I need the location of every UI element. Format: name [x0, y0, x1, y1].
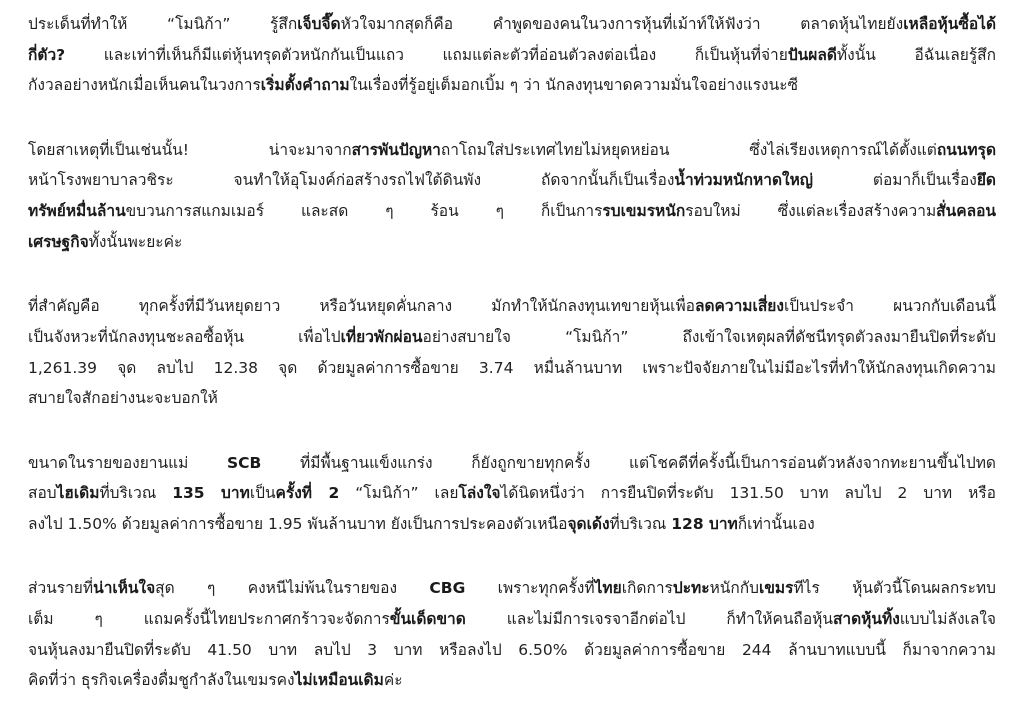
body-text: สอบ	[28, 484, 57, 503]
body-text: ขบวนการสแกมเมอร์ และสด ๆ ร้อน ๆ ก็เป็นการ	[125, 202, 603, 221]
emphasis-text: SCB	[226, 453, 262, 472]
body-text: ทั้งนั้น อีฉันเลยรู้สึก	[836, 45, 996, 64]
emphasis-text: ขั้นเด็ดขาด	[389, 609, 466, 628]
emphasis-text: จุดเด้ง	[567, 514, 610, 533]
body-text: เป็นจังหวะที่นักลงทุนชะลอซื้อหุ้น เพื่อไป	[28, 327, 341, 346]
body-text: ได้นิดหนึ่งว่า การยืนปิดที่ระดับ 131.50 บาท ลบไป 2 บาท หรือ	[500, 484, 996, 503]
emphasis-text: ไทย	[594, 579, 622, 598]
body-text: เต็ม ๆ แถมครั้งนี้ไทยประกาศกร้าวจะจัดการ	[28, 609, 390, 628]
body-text: ที่บริเวณ	[99, 484, 173, 503]
emphasis-text: CBG	[429, 579, 466, 598]
paragraph-line	[28, 9, 996, 39]
paragraph-line	[28, 165, 996, 195]
body-text: กังวลอย่างหนักเมื่อเห็นคนในวงการ	[28, 76, 261, 95]
paragraph-line	[28, 196, 996, 226]
body-text: ทั้งนั้นพะยะค่ะ	[88, 232, 183, 251]
body-text: ค่ะ	[383, 671, 403, 690]
paragraph-line	[28, 509, 996, 539]
body-text: คิดที่ว่า ธุรกิจเครื่องดื่มชูกำลังในเขมรคง	[28, 671, 295, 690]
body-text: ขนาดในรายของยานแม่	[28, 453, 227, 472]
paragraph-line	[28, 322, 996, 352]
emphasis-text: เขมร	[759, 579, 794, 598]
emphasis-text: เจ็บจี๊ด	[297, 15, 341, 33]
body-text: สุด ๆ คงหนีไม่พ้นในรายของ	[155, 579, 430, 598]
body-text: ในเรื่องที่รู้อยู่เต็มอกเบิ้ม ๆ ว่า นักลงทุนขาดความมั่นใจอย่างแรงนะซี	[349, 76, 799, 95]
emphasis-text: เหลือหุ้นซื้อได้	[903, 15, 996, 33]
body-text: ที่บริเวณ	[609, 514, 672, 533]
body-text: อย่างสบายใจ “โมนิก้า” ถึงเข้าใจเหตุผลที่ดัชนีทรุดตัวลงมายืนปิดที่ระดับ	[422, 327, 996, 346]
emphasis-text: น้ำท่วมหนักหาดใหญ่	[674, 171, 814, 190]
body-text: ที่มีพื้นฐานแข็งแกร่ง ก็ยังถูกขายทุกครั้ง แต่โชคดีที่ครั้งนี้เป็นการอ่อนตัวหลังจากทะยานขึ้นไปทด	[261, 453, 996, 472]
paragraph-line	[28, 353, 996, 383]
paragraph-line	[28, 40, 996, 70]
paragraph-line	[28, 604, 996, 634]
paragraph-line	[28, 635, 996, 665]
body-text: ประเด็นที่ทำให้ “โมนิก้า” รู้สึก	[28, 15, 298, 33]
body-text: และเท่าที่เห็นก็มีแต่หุ้นทรุดตัวหนักกันเป็นแถว แถมแต่ละตัวที่อ่อนตัวลงต่อเนื่อง ก็เป็นหุ้นที่จ่าย	[65, 45, 788, 64]
body-text: เป็นประจำ ผนวกกับเดือนนี้	[783, 297, 996, 316]
emphasis-text: กี่ตัว?	[28, 45, 66, 64]
body-text: 1,261.39 จุด ลบไป 12.38 จุด ด้วยมูลค่าการซื้อขาย 3.74 หมื่นล้านบาท เพราะปัจจัยภายในไม่มีอะไรที่ทำให้นักลงทุนเกิดความ	[28, 358, 996, 377]
paragraph-line	[28, 478, 996, 508]
body-text: “โมนิก้า” เลย	[339, 484, 459, 503]
emphasis-text: โล่งใจ	[458, 484, 501, 503]
paragraph-line	[28, 135, 996, 165]
body-text: ลงไป 1.50% ด้วยมูลค่าการซื้อขาย 1.95 พันล้านบาท ยังเป็นการประคองตัวเหนือ	[28, 514, 568, 533]
body-text: ทีไร หุ้นตัวนี้โดนผลกระทบ	[793, 579, 996, 598]
body-text: ต่อมาก็เป็นเรื่อง	[813, 171, 977, 190]
paragraph-line	[28, 448, 996, 478]
body-text: เพราะทุกครั้งที่	[465, 579, 595, 598]
paragraph-line	[28, 665, 996, 695]
body-text: ที่สำคัญคือ ทุกครั้งที่มีวันหยุดยาว หรือวันหยุดคั่นกลาง มักทำให้นักลงทุนเทขายหุ้นเพื่อ	[28, 297, 695, 316]
emphasis-text: ยึด	[976, 171, 996, 190]
paragraph-line	[28, 383, 996, 413]
body-text: เป็น	[249, 484, 276, 503]
emphasis-text: สารพันปัญหา	[351, 140, 441, 159]
emphasis-text: ลดความเสี่ยง	[694, 297, 784, 316]
body-text: จนหุ้นลงมายืนปิดที่ระดับ 41.50 บาท ลบไป 3 บาท หรือลงไป 6.50% ด้วยมูลค่าการซื้อขาย 244 ล้านบาทแบบนี้ ก็มาจากความ	[28, 640, 996, 659]
emphasis-text: ทรัพย์หมื่นล้าน	[28, 202, 126, 221]
body-text: หนักกับ	[709, 579, 760, 598]
emphasis-text: ไม่เหมือนเดิม	[294, 671, 384, 690]
body-text: โดยสาเหตุที่เป็นเช่นนั้น! น่าจะมาจาก	[28, 140, 352, 159]
paragraph-line	[28, 291, 996, 321]
emphasis-text: สาดหุ้นทิ้ง	[832, 609, 900, 628]
emphasis-text: เศรษฐกิจ	[28, 232, 89, 251]
emphasis-text: น่าเห็นใจ	[93, 579, 156, 598]
paragraph-line	[28, 227, 996, 257]
emphasis-text: ปันผลดี	[787, 45, 837, 64]
emphasis-text: เริ่มตั้งคำถาม	[260, 76, 350, 95]
emphasis-text: 128 บาท	[671, 514, 738, 533]
emphasis-text: ครั้งที่ 2	[275, 484, 340, 503]
body-text: หน้าโรงพยาบาลวชิระ จนทำให้อุโมงค์ก่อสร้างรถไฟใต้ดินพัง ถัดจากนั้นก็เป็นเรื่อง	[28, 171, 675, 190]
body-text: ถาโถมใส่ประเทศไทยไม่หยุดหย่อน ซึ่งไล่เรียงเหตุการณ์ได้ตั้งแต่	[440, 140, 937, 159]
body-text: และไม่มีการเจรจาอีกต่อไป ก็ทำให้คนถือหุ้น	[465, 609, 833, 628]
body-text: เกิดการ	[621, 579, 673, 598]
emphasis-text: 135 บาท	[172, 484, 250, 503]
emphasis-text: สั่นคลอน	[936, 202, 996, 221]
body-text: ก็เท่านั้นเอง	[737, 514, 815, 533]
emphasis-text: เที่ยวพักผ่อน	[340, 327, 423, 346]
emphasis-text: ถนนทรุด	[936, 140, 996, 159]
body-text: แบบไม่ลังเลใจ	[899, 609, 996, 628]
body-text: สบายใจสักอย่างนะจะบอกให้	[28, 389, 218, 408]
paragraph-line	[28, 573, 996, 603]
emphasis-text: ปะทะ	[672, 579, 710, 598]
emphasis-text: รบเขมรหนัก	[602, 202, 686, 221]
paragraph-line	[28, 70, 996, 100]
emphasis-text: ไฮเดิม	[56, 484, 100, 503]
body-text: รอบใหม่ ซึ่งแต่ละเรื่องสร้างความ	[685, 202, 937, 221]
body-text: ส่วนรายที่	[28, 579, 94, 598]
body-text: หัวใจมากสุดก็คือ คำพูดของคนในวงการหุ้นที่เม้าท์ให้ฟังว่า ตลาดหุ้นไทยยัง	[340, 15, 904, 33]
